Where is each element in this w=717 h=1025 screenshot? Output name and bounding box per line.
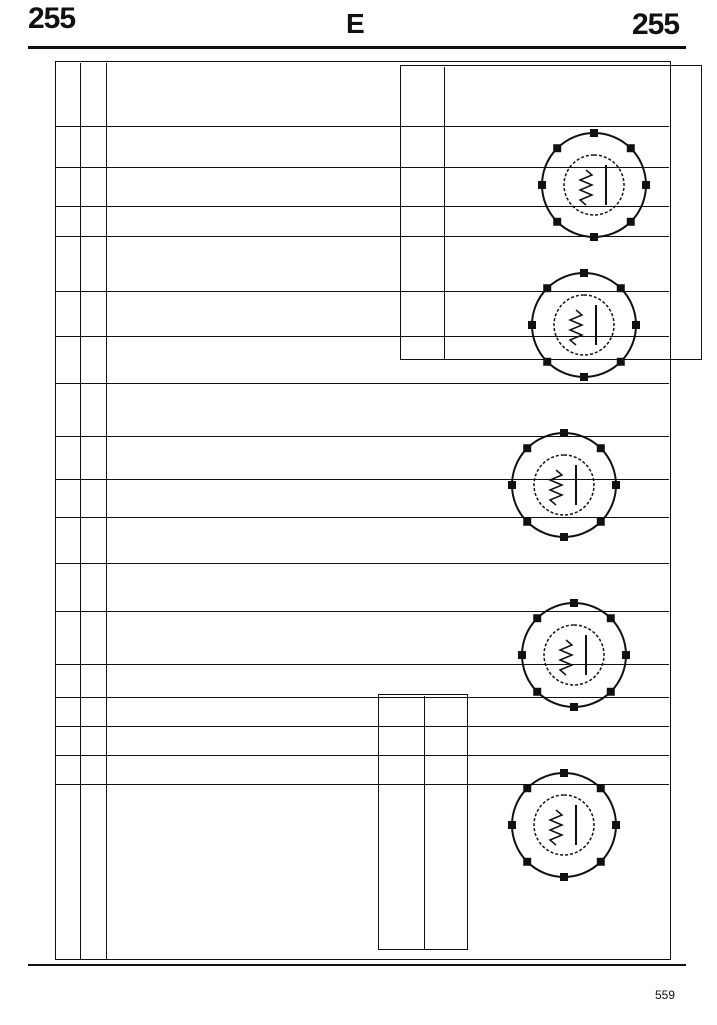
tube-pin — [523, 858, 531, 866]
tube-pin — [580, 269, 588, 277]
tube-grid-symbol — [550, 470, 562, 505]
page-number-left: 255 — [28, 2, 76, 35]
main-col-sep — [55, 563, 669, 564]
tube-pin — [528, 321, 536, 329]
tube-pin — [627, 144, 635, 152]
tube-diagram-efp20 — [484, 410, 644, 560]
tube-grid-symbol — [550, 810, 562, 845]
tube-pin — [597, 858, 605, 866]
tube-pin — [642, 181, 650, 189]
tube-pin — [560, 429, 568, 437]
tube-pin — [560, 873, 568, 881]
tube-pin — [560, 533, 568, 541]
tube-pin — [538, 181, 546, 189]
tube-pin — [597, 784, 605, 792]
page-number-right: 255 — [632, 8, 680, 41]
tube-shield — [534, 455, 594, 515]
tube-pin — [523, 518, 531, 526]
main-unit-sep — [106, 63, 107, 960]
tube-pin — [518, 651, 526, 659]
tube-pin — [607, 688, 615, 696]
footer-page-number: 559 — [655, 988, 676, 1002]
tube-base-drawing — [514, 110, 674, 260]
tube-pin — [580, 373, 588, 381]
tube-pin — [543, 284, 551, 292]
tube-pin — [543, 358, 551, 366]
tube-pin — [570, 703, 578, 711]
tube-pin — [523, 784, 531, 792]
header-rule — [28, 46, 686, 49]
tube-pin — [627, 218, 635, 226]
tube-base-drawing — [484, 410, 644, 560]
tube-pin — [590, 233, 598, 241]
tube-grid-symbol — [570, 310, 582, 345]
tube-grid-symbol — [580, 170, 592, 205]
rotated-content — [44, 60, 717, 960]
main-header-sep — [80, 63, 81, 960]
section-letter: E — [346, 8, 364, 39]
cap-header-sep — [424, 696, 425, 950]
tube-shield — [564, 155, 624, 215]
tube-diagram-efp60 — [504, 250, 664, 400]
tube-pin — [533, 688, 541, 696]
tube-pin — [508, 821, 516, 829]
tube-pin — [553, 218, 561, 226]
tube-pin — [612, 481, 620, 489]
tube-diagram-tse4 — [514, 110, 674, 260]
cap-table-frame — [378, 694, 468, 950]
tube-pin — [560, 769, 568, 777]
tube-base-drawing — [484, 750, 644, 900]
tube-pin — [617, 358, 625, 366]
tube-diagram-ee1 — [484, 750, 644, 900]
tube-pin — [597, 444, 605, 452]
tube-pin — [508, 481, 516, 489]
tube-base-drawing — [504, 250, 664, 400]
tube-pin — [570, 599, 578, 607]
tube-pin — [622, 651, 630, 659]
tube-diagram-ee50 — [494, 580, 654, 730]
tube-base-drawing — [494, 580, 654, 730]
tube-pin — [607, 614, 615, 622]
tube-pin — [597, 518, 605, 526]
tube-pin — [590, 129, 598, 137]
tube-shield — [534, 795, 594, 855]
tube-pin — [533, 614, 541, 622]
footer-rule — [28, 964, 686, 966]
tube-pin — [553, 144, 561, 152]
tube-pin — [612, 821, 620, 829]
tube-pin — [632, 321, 640, 329]
tube-pin — [617, 284, 625, 292]
tube-grid-symbol — [560, 640, 572, 675]
tube-shield — [554, 295, 614, 355]
amp-header-sep — [444, 67, 445, 360]
tube-pin — [523, 444, 531, 452]
tube-shield — [544, 625, 604, 685]
